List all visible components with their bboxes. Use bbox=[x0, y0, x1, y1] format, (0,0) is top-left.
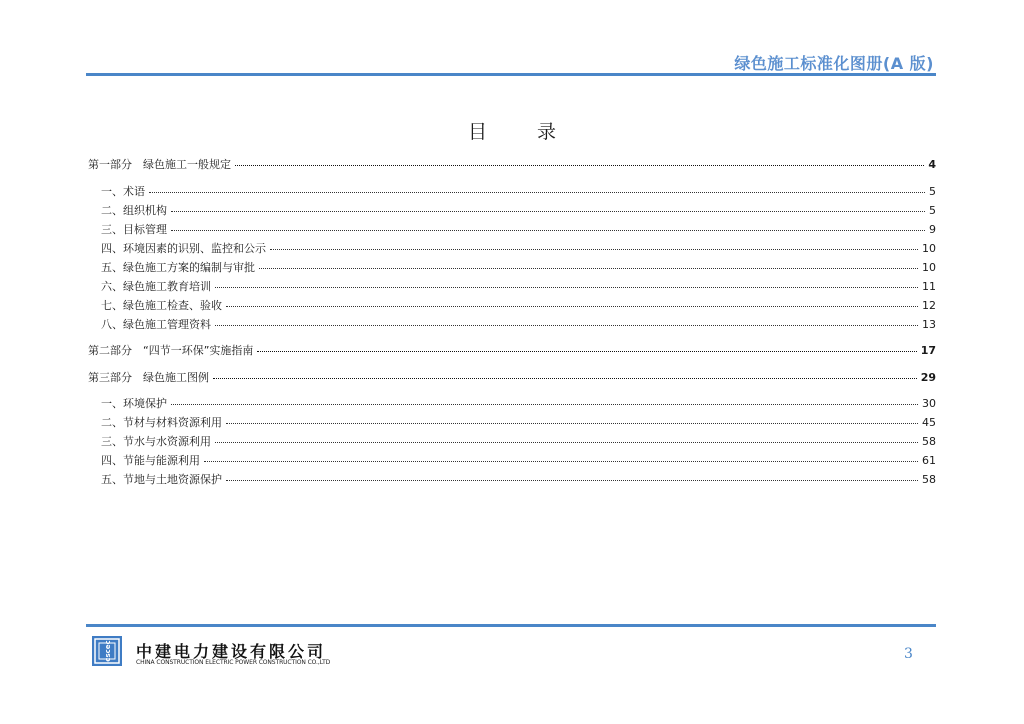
toc-entry-label: 七、绿色施工检查、验收 bbox=[101, 299, 222, 312]
toc-entry-label: 八、绿色施工管理资料 bbox=[101, 318, 211, 331]
toc-entry-page: 5 bbox=[929, 204, 936, 217]
toc-entry[interactable] bbox=[88, 157, 936, 171]
logo-text: cscec bbox=[104, 640, 112, 662]
toc-leader bbox=[235, 155, 924, 166]
toc-entry[interactable] bbox=[101, 317, 936, 331]
toc-leader bbox=[215, 432, 918, 443]
toc-entry-page: 13 bbox=[922, 318, 936, 331]
toc-entry-label: 一、环境保护 bbox=[101, 397, 167, 410]
toc-entry-label: 五、绿色施工方案的编制与审批 bbox=[101, 261, 255, 274]
toc-entry-label: 第一部分 绿色施工一般规定 bbox=[88, 158, 231, 171]
toc-title-right: 录 bbox=[537, 121, 557, 143]
toc-entry-label: 二、节材与材料资源利用 bbox=[101, 416, 222, 429]
company-name: 中建电力建设有限公司 bbox=[136, 642, 327, 661]
toc-entry[interactable] bbox=[101, 203, 936, 217]
toc-leader bbox=[270, 239, 918, 250]
toc-leader bbox=[213, 368, 917, 379]
toc-entry-label: 第三部分 绿色施工图例 bbox=[88, 371, 209, 384]
toc-entry[interactable] bbox=[101, 434, 936, 448]
toc-entry[interactable] bbox=[101, 279, 936, 293]
toc-entry[interactable] bbox=[101, 222, 936, 236]
toc-entry-page: 58 bbox=[922, 473, 936, 486]
toc-leader bbox=[215, 277, 918, 288]
footer-rule bbox=[86, 624, 936, 627]
toc-leader bbox=[226, 413, 918, 424]
toc-entry-label: 三、节水与水资源利用 bbox=[101, 435, 211, 448]
toc-entry-page: 58 bbox=[922, 435, 936, 448]
toc-leader bbox=[149, 182, 925, 193]
company-name-english: CHINA CONSTRUCTION ELECTRIC POWER CONSTRUCTION CO.,LTD bbox=[136, 659, 331, 666]
toc-leader bbox=[215, 315, 918, 326]
cscec-logo-icon bbox=[92, 636, 122, 666]
toc-leader bbox=[171, 201, 925, 212]
toc-entry-label: 第二部分 “四节一环保”实施指南 bbox=[88, 344, 254, 357]
toc-leader bbox=[226, 296, 918, 307]
toc-entry-page: 29 bbox=[920, 371, 936, 384]
toc-entry-label: 一、术语 bbox=[101, 185, 145, 198]
toc-entry[interactable] bbox=[88, 343, 936, 357]
toc-entry[interactable] bbox=[88, 370, 936, 384]
toc-entry-page: 10 bbox=[922, 242, 936, 255]
page-number: 3 bbox=[904, 646, 913, 662]
toc-entry-page: 9 bbox=[929, 223, 936, 236]
toc-leader bbox=[171, 394, 918, 405]
toc-entry-page: 61 bbox=[922, 454, 936, 467]
toc-leader bbox=[259, 258, 918, 269]
toc-entry[interactable] bbox=[101, 415, 936, 429]
toc-entry-label: 二、组织机构 bbox=[101, 204, 167, 217]
toc-entry-label: 四、环境因素的识别、监控和公示 bbox=[101, 242, 266, 255]
toc-entry[interactable] bbox=[101, 241, 936, 255]
toc-entry-page: 4 bbox=[928, 158, 936, 171]
toc-leader bbox=[257, 341, 916, 352]
toc-entry-page: 30 bbox=[922, 397, 936, 410]
toc-entry-label: 三、目标管理 bbox=[101, 223, 167, 236]
toc-leader bbox=[204, 451, 918, 462]
toc-entry[interactable] bbox=[101, 472, 936, 486]
toc-entry-page: 11 bbox=[922, 280, 936, 293]
toc-entry[interactable] bbox=[101, 396, 936, 410]
toc-title bbox=[0, 117, 1024, 144]
toc-entry-page: 5 bbox=[929, 185, 936, 198]
toc-leader bbox=[171, 220, 925, 231]
toc-entry[interactable] bbox=[101, 298, 936, 312]
toc-entry-label: 五、节地与土地资源保护 bbox=[101, 473, 222, 486]
toc-entry[interactable] bbox=[101, 260, 936, 274]
header-title: 绿色施工标准化图册(A 版) bbox=[734, 54, 934, 73]
toc-entry-page: 45 bbox=[922, 416, 936, 429]
toc-entry-page: 17 bbox=[920, 344, 936, 357]
toc-entry-label: 四、节能与能源利用 bbox=[101, 454, 200, 467]
header-rule bbox=[86, 73, 936, 76]
toc-entry-page: 10 bbox=[922, 261, 936, 274]
company-logo bbox=[92, 636, 122, 666]
toc-title-left: 目 bbox=[467, 121, 487, 143]
toc-entry[interactable] bbox=[101, 453, 936, 467]
toc-entry[interactable] bbox=[101, 184, 936, 198]
toc-entry-page: 12 bbox=[922, 299, 936, 312]
toc-leader bbox=[226, 470, 918, 481]
toc-entry-label: 六、绿色施工教育培训 bbox=[101, 280, 211, 293]
